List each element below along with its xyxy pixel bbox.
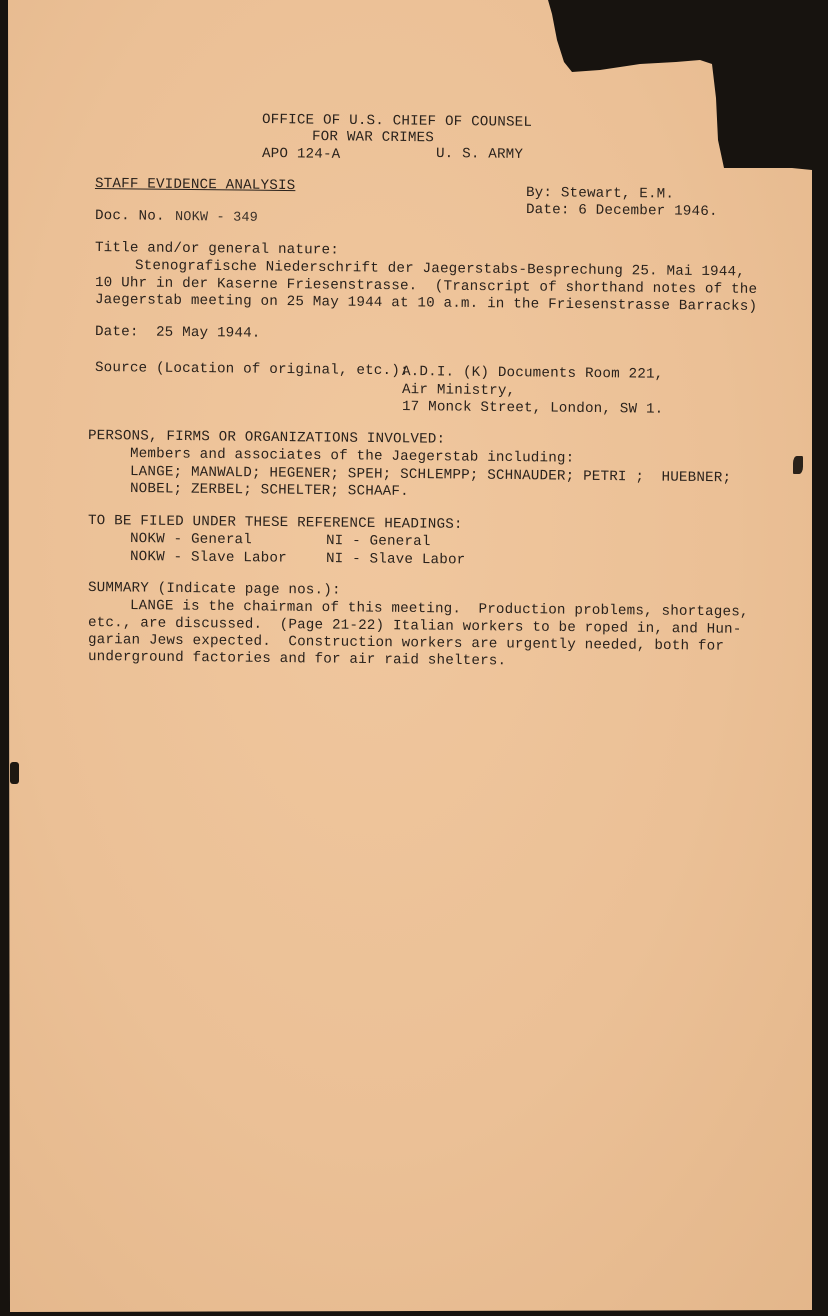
source-label: Source (Location of original, etc.):	[94, 360, 409, 380]
summary-line-2: etc., are discussed. (Page 21-22) Italian workers to be roped in, and Hun-	[87, 615, 742, 638]
heading-left-2: NOKW - Slave Labor	[129, 549, 287, 567]
by-line: By: Stewart, E.M.	[525, 185, 675, 203]
summary-line-1: LANGE is the chairman of this meeting. Production problems, shortages,	[129, 598, 749, 621]
source-line-1: A.D.I. (K) Documents Room 221,	[401, 364, 664, 383]
title-text-line-3: Jaegerstab meeting on 25 May 1944 at 10 a.m. in the Friesenstrasse Barracks)	[94, 292, 758, 315]
title-label: Title and/or general nature:	[94, 240, 340, 259]
header-apo: APO 124-A	[261, 146, 341, 163]
persons-line-1: Members and associates of the Jaegerstab including:	[129, 446, 575, 467]
heading-right-2: NI - Slave Labor	[325, 551, 466, 569]
header-office: OFFICE OF U.S. CHIEF OF COUNSEL	[261, 112, 533, 131]
doc-no-value: NOKW - 349	[174, 210, 259, 226]
analysis-title: STAFF EVIDENCE ANALYSIS	[94, 176, 296, 195]
header-war-crimes: FOR WAR CRIMES	[311, 129, 435, 147]
summary-label: SUMMARY (Indicate page nos.):	[87, 580, 341, 599]
filed-label: TO BE FILED UNDER THESE REFERENCE HEADINGS:	[87, 513, 463, 533]
persons-line-2: LANGE; MANWALD; HEGENER; SPEH; SCHLEMPP; SCHNAUDER; PETRI ; HUEBNER;	[129, 464, 732, 487]
persons-line-3: NOBEL; ZERBEL; SCHELTER; SCHAAF.	[129, 481, 409, 500]
summary-line-4: underground factories and for air raid shelters.	[87, 649, 507, 670]
title-text-line-2: 10 Uhr in der Kaserne Friesenstrasse. (Transcript of shorthand notes of the	[94, 275, 758, 298]
title-text-line-1: Stenografische Niederschrift der Jaegerstabs-Besprechung 25. Mai 1944,	[134, 258, 746, 281]
source-line-3: 17 Monck Street, London, SW 1.	[401, 399, 664, 418]
doc-no-label: Doc. No.	[94, 208, 165, 225]
persons-label: PERSONS, FIRMS OR ORGANIZATIONS INVOLVED:	[87, 428, 446, 448]
header-army: U. S. ARMY	[435, 146, 524, 163]
summary-line-3: garian Jews expected. Construction workers are urgently needed, both for	[87, 632, 725, 655]
heading-right-1: NI - General	[325, 533, 431, 551]
heading-left-1: NOKW - General	[129, 531, 253, 549]
paper-tear-mark	[793, 456, 803, 474]
document-date: Date: 25 May 1944.	[94, 324, 261, 342]
date-line: Date: 6 December 1946.	[525, 202, 718, 221]
source-line-2: Air Ministry,	[401, 382, 516, 400]
ink-blot	[10, 762, 19, 784]
